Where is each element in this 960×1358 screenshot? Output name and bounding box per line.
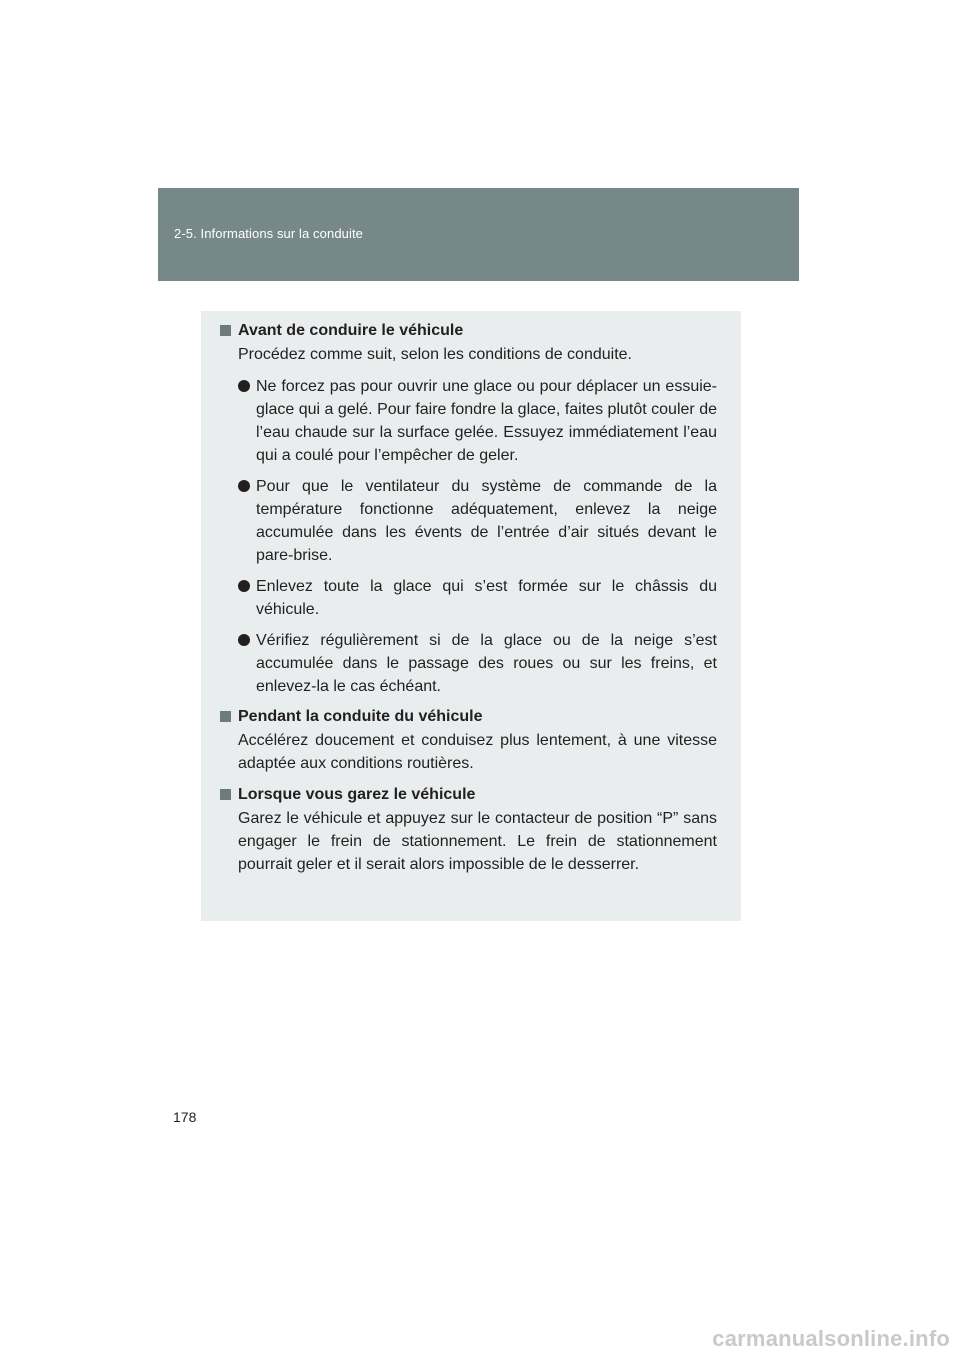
section-heading	[220, 784, 717, 807]
page-number: 178	[173, 1109, 197, 1125]
section-heading-text: Lorsque vous garez le véhicule	[238, 786, 476, 803]
section-heading-text: Avant de conduire le véhicule	[238, 322, 464, 339]
section-heading-text: Pendant la conduite du véhicule	[238, 708, 483, 725]
section-body-text: Garez le véhicule et appuyez sur le contacteur de position “P” sans engager le frein de stationnement. Le frein de stationnement pourrait geler et il serait alors impossible de le desserrer.	[238, 810, 717, 873]
info-box	[201, 311, 741, 921]
bullet-dot-icon	[238, 380, 250, 392]
bullet-dot-icon	[238, 580, 250, 592]
watermark: carmanualsonline.info	[712, 1326, 950, 1351]
list-item-text: Enlevez toute la glace qui s’est formée sur le châssis du véhicule.	[256, 578, 717, 618]
square-icon	[220, 789, 231, 800]
section-before-driving	[220, 320, 717, 698]
bullet-dot-icon	[238, 634, 250, 646]
section-heading	[220, 706, 717, 729]
section-while-driving	[220, 706, 717, 775]
chapter-title: 2-5. Informations sur la conduite	[174, 226, 364, 241]
list-item	[238, 375, 717, 467]
square-icon	[220, 711, 231, 722]
bullet-dot-icon	[238, 480, 250, 492]
list-item	[238, 475, 717, 567]
square-icon	[220, 325, 231, 336]
list-item-text: Pour que le ventilateur du système de commande de la température fonctionne adéquatement, enlevez la neige accumulée dans les évents de l’entrée d’air situés devant le pare-brise.	[256, 478, 717, 564]
section-intro: Procédez comme suit, selon les conditions de conduite.	[238, 346, 632, 363]
bullet-list	[238, 375, 717, 698]
section-heading	[220, 320, 717, 343]
section-parking	[220, 784, 717, 876]
chapter-header-band	[158, 188, 799, 281]
list-item-text: Ne forcez pas pour ouvrir une glace ou pour déplacer un essuie-glace qui a gelé. Pour faire fondre la glace, faites plutôt couler de l’eau chaude sur la surface gelée. Essuyez immédiatement l’eau qui a coulé pour l’empêcher de geler.	[256, 378, 717, 464]
list-item	[238, 629, 717, 698]
list-item	[238, 575, 717, 621]
section-body-text: Accélérez doucement et conduisez plus lentement, à une vitesse adaptée aux conditions routières.	[238, 732, 717, 772]
list-item-text: Vérifiez régulièrement si de la glace ou de la neige s’est accumulée dans le passage des roues ou sur les freins, et enlevez-la le cas échéant.	[256, 632, 717, 695]
